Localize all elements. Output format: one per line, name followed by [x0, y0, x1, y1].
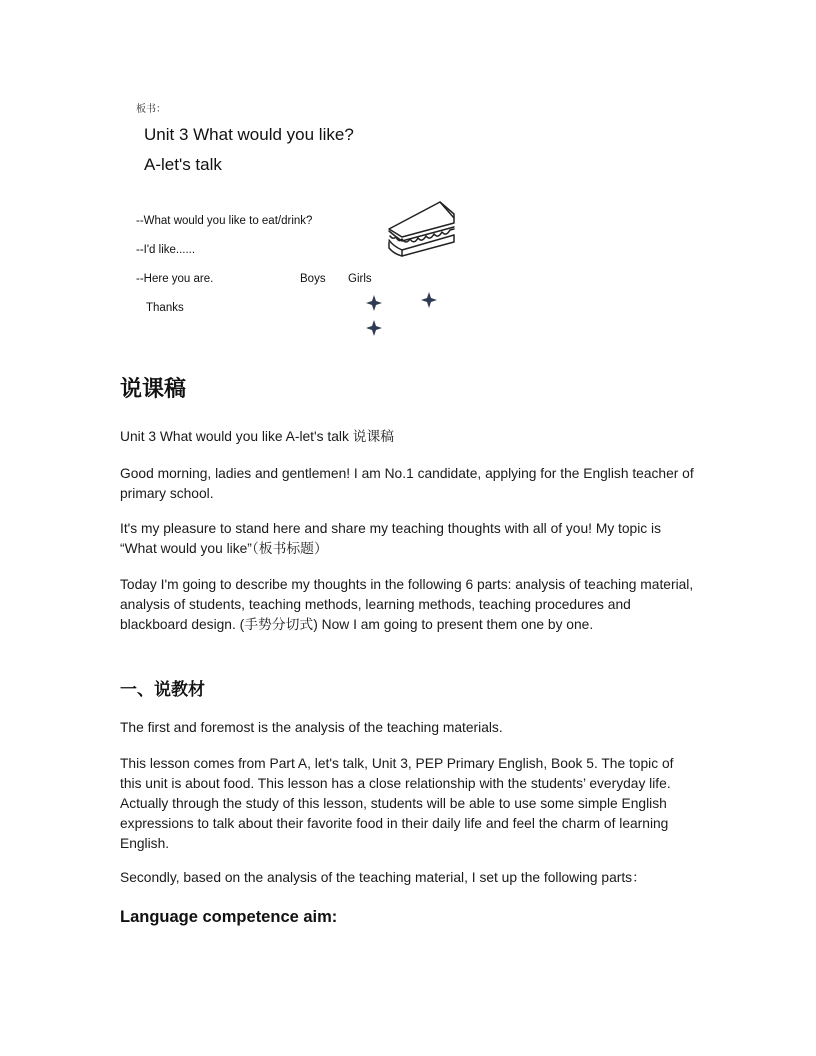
dialog-line-4: Thanks	[146, 302, 184, 314]
blackboard-title: Unit 3 What would you like?	[144, 125, 354, 144]
blackboard-label: 板书：	[136, 104, 166, 115]
paragraph-greeting: Good morning, ladies and gentlemen! I am No.1 candidate, applying for the English teacher of primary school.	[120, 466, 694, 501]
paragraph-aims-intro: Secondly, based on the analysis of the teaching material, I set up the following parts：	[120, 870, 646, 885]
paragraph-material-analysis: This lesson comes from Part A, let's talk, Unit 3, PEP Primary English, Book 5. The topic of this unit is about food. This lesson has a close relationship with the students’ everyday life. Actually through the study of this lesson, students will be able to use some simple English expressions to talk about their favorite food in their daily life and feel the charm of learning English.	[120, 756, 674, 851]
dialog-line-2: --I'd like......	[136, 244, 196, 256]
paragraph-outline: Today I'm going to describe my thoughts in the following 6 parts: analysis of teaching material, analysis of students, teaching methods, learning methods, teaching procedures and blackboard design. (手势分切式) Now I am going to present them one by one.	[120, 577, 694, 632]
star-icon	[366, 295, 382, 311]
star-icon	[421, 292, 437, 308]
girls-label: Girls	[348, 273, 372, 285]
dialog-line-3: --Here you are.	[136, 273, 214, 285]
blackboard-design	[120, 92, 480, 342]
section-heading-teaching-material: 一、说教材	[120, 680, 205, 700]
boys-label: Boys	[300, 273, 326, 285]
sandwich-icon	[384, 196, 460, 260]
main-heading: 说课稿	[120, 377, 187, 402]
paragraph-lesson-title: Unit 3 What would you like A-let's talk 说课稿	[120, 429, 395, 444]
paragraph-material-intro: The first and foremost is the analysis of the teaching materials.	[120, 720, 503, 735]
blackboard-subtitle: A-let's talk	[144, 155, 222, 174]
paragraph-topic: It's my pleasure to stand here and share my teaching thoughts with all of you! My topic is “What would you like”（板书标题）	[120, 521, 661, 556]
star-icon	[366, 320, 382, 336]
dialog-line-1: --What would you like to eat/drink?	[136, 215, 313, 227]
subheading-language-aim: Language competence aim:	[120, 908, 338, 926]
